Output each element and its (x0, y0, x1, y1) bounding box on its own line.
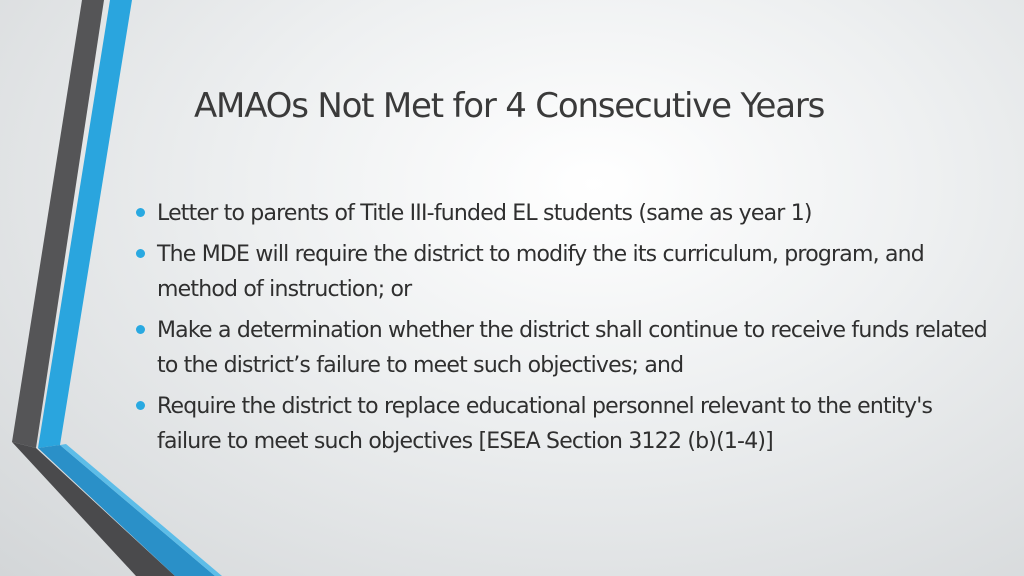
bullet-text: Letter to parents of Title III-funded EL students (same as year 1) (157, 201, 812, 226)
bullet-text: The MDE will require the district to modify the its curriculum, program, and method of instruction; or (157, 242, 924, 302)
bullet-item (130, 196, 1000, 231)
bullet-item (130, 237, 1000, 307)
bullet-dot-icon (132, 246, 148, 262)
bullet-text: Require the district to replace educational personnel relevant to the entity's failure to meet such objectives [ESEA Section 3122 (b)(1-4)] (157, 394, 933, 454)
bullet-item (130, 389, 1000, 459)
bullet-dot-icon (132, 398, 148, 414)
bullet-list (130, 196, 1000, 465)
bullet-dot-icon (132, 322, 148, 338)
bullet-item (130, 313, 1000, 383)
bullet-dot-icon (132, 205, 148, 221)
bullet-text: Make a determination whether the district shall continue to receive funds related to the district’s failure to meet such objectives; and (157, 318, 987, 378)
slide-title: AMAOs Not Met for 4 Consecutive Years (194, 86, 825, 126)
